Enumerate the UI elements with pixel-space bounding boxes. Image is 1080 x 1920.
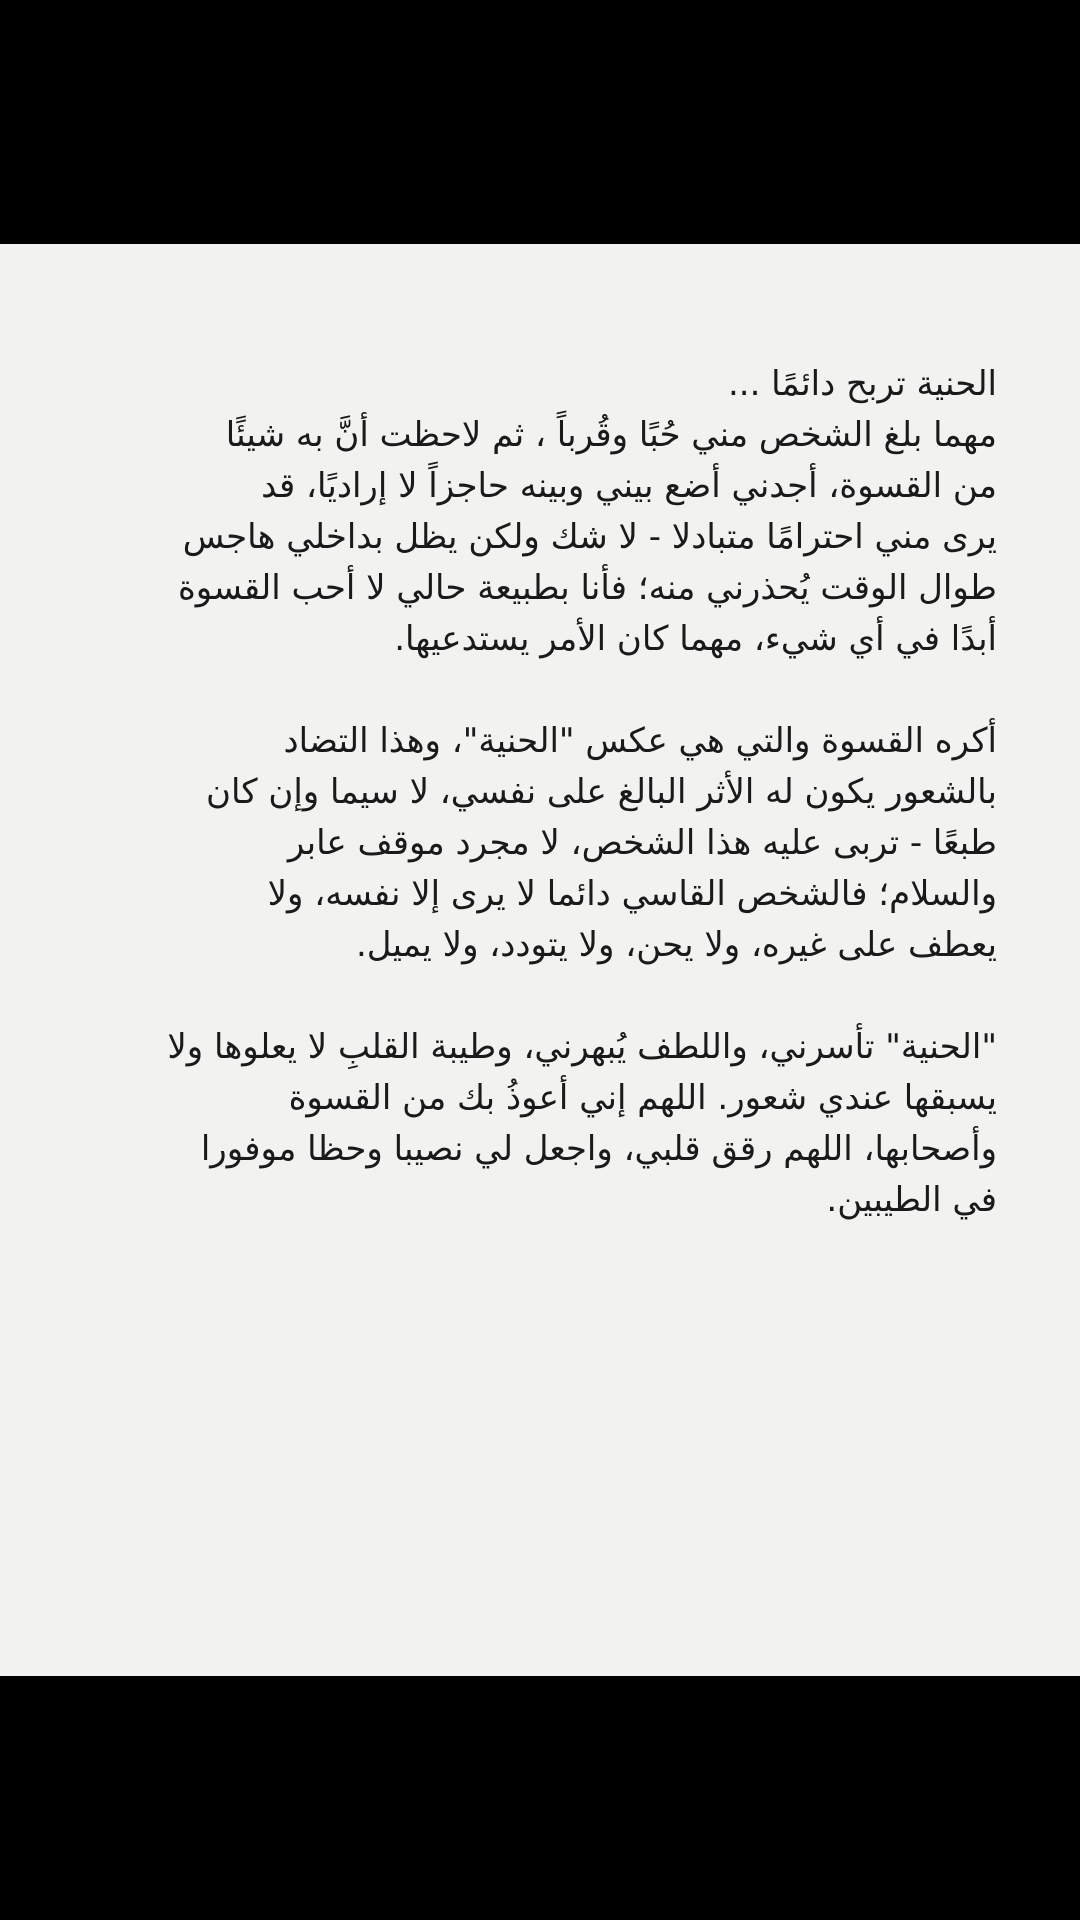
paragraph-3 [85, 1022, 997, 1226]
text-line: من القسوة، أجدني أضع بيني وبينه حاجزاً لا إراديًا، قد [261, 466, 997, 506]
text-line: طوال الوقت يُحذرني منه؛ فأنا بطبيعة حالي لا أحب القسوة [177, 568, 997, 608]
text-line: في الطيبين. [826, 1180, 997, 1220]
text-line: "الحنية" تأسرني، واللطف يُبهرني، وطيبة القلبِ لا يعلوها ولا [167, 1027, 997, 1067]
note-page [0, 244, 1080, 1676]
text-line: يرى مني احترامًا متبادلا - لا شك ولكن يظل بداخلي هاجس [182, 517, 997, 557]
text-line: أبدًا في أي شيء، مهما كان الأمر يستدعيها. [394, 619, 997, 659]
text-line: وأصحابها، اللهم رقق قلبي، واجعل لي نصيبا وحظا موفورا [200, 1129, 997, 1169]
note-text [85, 359, 997, 1277]
paragraph-1 [85, 359, 997, 665]
paragraph-2 [85, 716, 997, 971]
text-line: يعطف على غيره، ولا يحن، ولا يتودد، ولا يميل. [355, 925, 997, 965]
bottom-black-bar [0, 1676, 1080, 1920]
text-line: والسلام؛ فالشخص القاسي دائما لا يرى إلا نفسه، ولا [267, 874, 997, 914]
text-line: أكره القسوة والتي هي عكس "الحنية"، وهذا التضاد [283, 721, 997, 761]
top-black-bar [0, 0, 1080, 244]
text-line: مهما بلغ الشخص مني حُبًا وقُرباً ، ثم لاحظت أنَّ به شيئًا [225, 415, 997, 455]
text-line: يسبقها عندي شعور. اللهم إني أعوذُ بك من القسوة [288, 1078, 997, 1118]
text-line: طبعًا - تربى عليه هذا الشخص، لا مجرد موقف عابر [287, 823, 997, 863]
note-title: الحنية تربح دائمًا ... [727, 364, 997, 404]
text-line: بالشعور يكون له الأثر البالغ على نفسي، لا سيما وإن كان [206, 772, 997, 812]
